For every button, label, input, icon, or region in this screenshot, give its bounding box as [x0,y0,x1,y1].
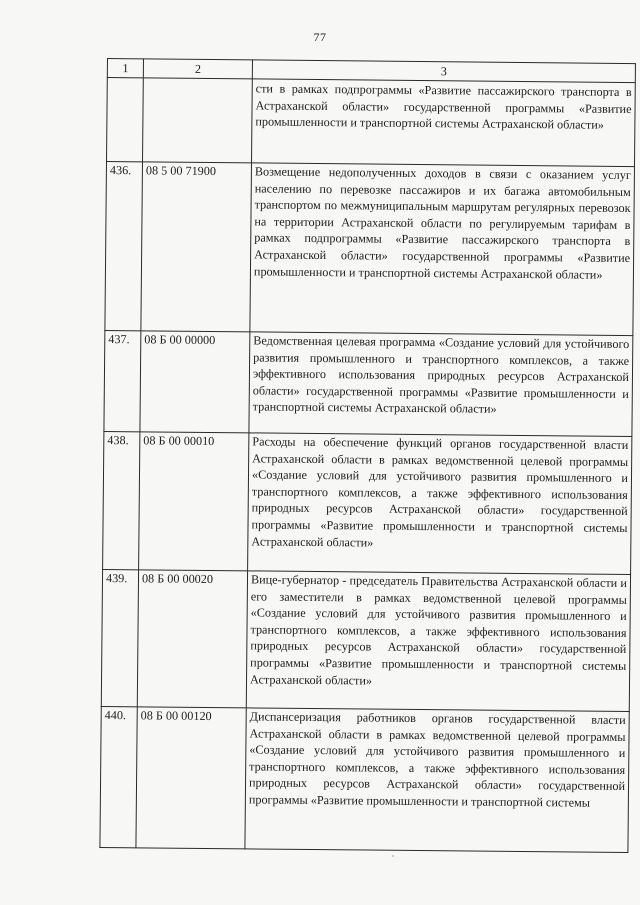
row-number: 438. [103,431,140,569]
row-number: 440. [100,706,137,847]
row-description: Диспансеризация работников органов государственной власти Астраханской области в рамках ведомственной целевой программы «Создание условий для устойчивого развития промышленного и транспортного комплексов, а также эффективного использования природных ресурсов Астраханской области» государственной программы «Развитие промышленности и транспортной системы [245,708,629,853]
table-row [103,431,632,574]
page-number: 77 [313,30,327,44]
row-number: 437. [104,330,141,431]
row-number [107,78,144,162]
row-code: 08 5 00 71900 [141,162,252,332]
scan-speck [392,855,394,857]
column-header-code: 2 [143,59,252,79]
row-description: Ведомственная целевая программа «Создание условий для устойчивого развития промышленного и транспортного комплексов, а также эффективного использования природных ресурсов Астраханской области» государственной программы «Развитие промышленности и транспортной системы Астраханской области» [249,332,633,437]
table-row [100,706,629,852]
budget-classification-table [99,58,636,853]
row-description: сти в рамках подпрограммы «Развитие пассажирского транспорта в Астраханской области» государственной программы «Развитие промышленности и транспортной системы Астраханской области» [251,79,635,167]
row-number: 436. [105,162,143,331]
row-code: 08 Б 00 00010 [139,432,249,571]
column-header-number: 1 [107,59,143,78]
row-number: 439. [101,569,138,706]
table-row-continuation [107,78,636,167]
table-row [105,162,635,336]
row-code [143,78,253,163]
table-row [104,330,633,436]
row-code: 08 Б 00 00000 [140,331,250,433]
row-code: 08 Б 00 00020 [137,570,247,708]
row-code: 08 Б 00 00120 [136,707,246,849]
row-description: Возмещение недополученных доходов в связи с оказанием услуг населению по перевозке пассажиров и их багажа автомобильным транспортом по межмуниципальным маршрутам регулярных перевозок на территории Астраханской области по регулируемым тарифам в рамках подпрограммы «Развитие пассажирского транспорта в Астраханской области» государственной программы «Развитие промышленности и транспортной системы Астраханской области» [250,163,635,336]
row-description: Вице-губернатор - председатель Правительства Астраханской области и его заместители в рамках ведомственной целевой программы «Создание условий для устойчивого развития промышленного и транспортного комплексов, а также эффективного использования природных ресурсов Астраханской области» государственной программы «Развитие промышленности и транспортной системы Астраханской области» [246,571,630,712]
row-description: Расходы на обеспечение функций органов государственной власти Астраханской области в рамках ведомственной целевой программы «Создание условий для устойчивого развития промышленного и транспортного комплексов, а также эффективного использования природных ресурсов Астраханской области» государственной программы «Развитие промышленности и транспортной системы Астраханской области» [248,433,632,575]
column-header-description: 3 [252,60,635,83]
table-row [101,569,630,711]
